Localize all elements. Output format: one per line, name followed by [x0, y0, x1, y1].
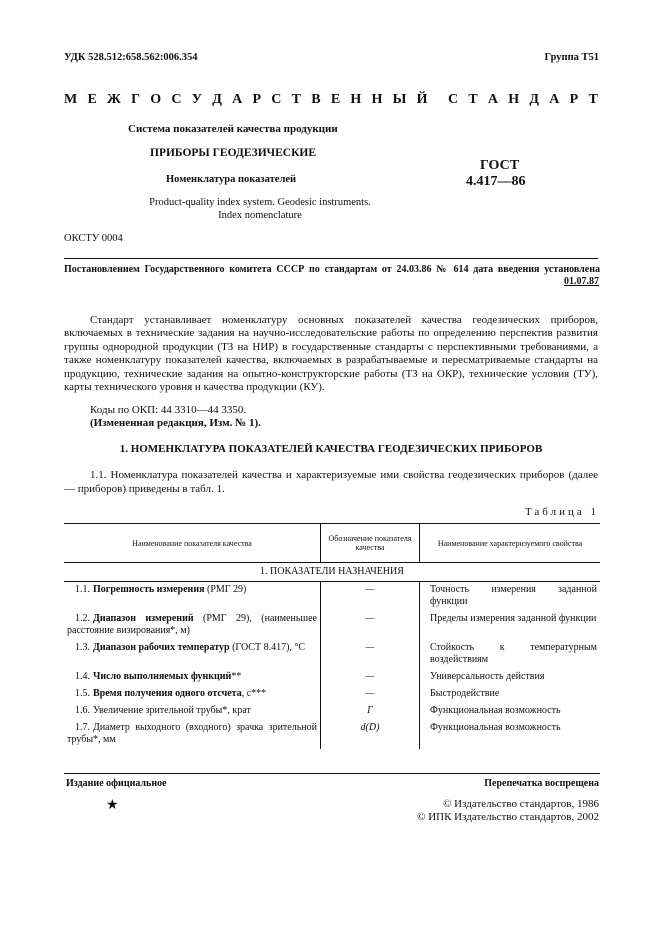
symbol-text: — — [365, 613, 375, 624]
banner-letter: Р — [569, 92, 579, 107]
banner-letter: Р — [252, 92, 262, 107]
indicator-name — [64, 669, 321, 686]
property-name: Функциональная возможность — [430, 705, 561, 716]
symbol-text: d(D) — [360, 722, 380, 733]
property-name: Универсальность действия — [430, 671, 545, 682]
property-name: Пределы измерения заданной функции — [430, 613, 597, 624]
indicator-symbol — [321, 640, 420, 669]
indicator-name-rest: ** — [231, 671, 242, 682]
banner-letter: С — [271, 92, 282, 107]
banner-letter: Д — [212, 92, 222, 107]
indicator-name-rest: (РМГ 29), (наименьшее расстояние визирования*, м) — [67, 613, 317, 636]
indicator-name-bold: Диапазон измерений — [93, 613, 194, 624]
table-row — [64, 720, 600, 749]
decree-date: 01.07.87 — [564, 276, 599, 287]
property-name: Функциональная возможность — [430, 722, 561, 733]
decree-text: Постановлением Государственного комитета СССР по стандартам от 24.03.86 № 614 дата введения установлена — [64, 264, 600, 275]
header-property-name: Наименование характеризуемого свойства — [420, 524, 601, 563]
indicator-name — [64, 703, 321, 720]
section-heading: 1. НОМЕНКЛАТУРА ПОКАЗАТЕЛЕЙ КАЧЕСТВА ГЕОДЕЗИЧЕСКИХ ПРИБОРОВ — [119, 443, 543, 455]
banner-letter: Й — [416, 92, 428, 107]
copyright-2002: © ИПК Издательство стандартов, 2002 — [417, 811, 599, 823]
banner-letter: Г — [131, 92, 141, 107]
table-row — [64, 582, 600, 612]
intro-paragraph: Стандарт устанавливает номенклатуру основных показателей качества геодезических приборов, включаемых в технические задания на научно-исследовательские работы по определению перспектив развития группы однородной продукции (ТЗ на НИР) в государственные стандарты с перспективными требованиями, а также номенклатуру показателей качества, включаемых в разрабатываемые и пересматриваемые стандарты на продукцию, технические задания на опытно-конструкторские работы (ТЗ на ОКР), технические условия (ТУ), карты технического уровня и качества продукции (КУ). — [64, 314, 598, 394]
indicators-table — [64, 523, 600, 749]
indicator-symbol — [321, 703, 420, 720]
table-row — [64, 669, 600, 686]
property-name: Точность измерения заданной функции — [430, 584, 597, 607]
table-row — [64, 640, 600, 669]
okp-codes: Коды по ОКП: 44 3310—44 3350. — [90, 404, 247, 416]
banner-letter: А — [232, 92, 243, 107]
table-row — [64, 686, 600, 703]
banner-letter: С — [447, 92, 459, 107]
banner-letter: Т — [291, 92, 301, 107]
indicator-name-rest: Диаметр выходного (входного) зрачка зрительной трубы*, мм — [67, 722, 317, 745]
footer-divider — [64, 773, 600, 774]
indicator-name-bold: Погрешность измерения — [93, 584, 205, 595]
group-title: 1. ПОКАЗАТЕЛИ НАЗНАЧЕНИЯ — [64, 563, 600, 582]
indicator-name — [64, 720, 321, 749]
symbol-text: — — [365, 688, 375, 699]
banner-letter: Т — [588, 92, 598, 107]
symbol-text: — — [365, 671, 375, 682]
symbol-text: Г — [367, 705, 373, 716]
symbol-text: — — [365, 642, 375, 653]
banner-letter: Ж — [107, 92, 121, 107]
standard-banner — [64, 92, 598, 108]
official-edition: Издание официальное — [66, 778, 167, 789]
indicator-name-rest: Увеличение зрительной трубы*, крат — [93, 705, 251, 716]
property-name: Стойкость к температурным воздействиям — [430, 642, 597, 665]
banner-letter: Ы — [392, 92, 407, 107]
row-number: 1.4. — [75, 671, 90, 682]
indicator-name-rest: (РМГ 29) — [204, 584, 247, 595]
indicator-symbol — [321, 582, 420, 612]
banner-letter: М — [64, 92, 78, 107]
gost-number: 4.417—86 — [466, 174, 526, 189]
indicator-name-bold: Диапазон рабочих температур — [93, 642, 230, 653]
header-indicator-symbol: Обозначение показателя качества — [321, 524, 420, 563]
indicator-symbol — [321, 611, 420, 640]
banner-letter: А — [549, 92, 560, 107]
table-caption: Таблица 1 — [524, 506, 599, 518]
copyright-1986: © Издательство стандартов, 1986 — [443, 798, 599, 810]
row-number: 1.1. — [75, 584, 90, 595]
property-name: Быстродействие — [430, 688, 500, 699]
indicator-name — [64, 611, 321, 640]
group-row — [64, 563, 600, 582]
document-title: ПРИБОРЫ ГЕОДЕЗИЧЕСКИЕ — [150, 147, 317, 159]
divider — [64, 258, 598, 259]
banner-letter: С — [171, 92, 182, 107]
gost-label: ГОСТ — [480, 158, 520, 173]
indicator-symbol — [321, 686, 420, 703]
banner-letter: Д — [529, 92, 540, 107]
symbol-text: — — [365, 584, 375, 595]
banner-letter: О — [150, 92, 162, 107]
indicator-name — [64, 686, 321, 703]
indicator-symbol — [321, 669, 420, 686]
okstu-code: ОКСТУ 0004 — [64, 233, 123, 244]
group-code: Группа Т51 — [544, 52, 599, 63]
banner-letter: Н — [508, 92, 520, 107]
english-title-line2: Index nomenclature — [218, 210, 302, 221]
table-header-row — [64, 524, 600, 563]
system-title: Система показателей качества продукции — [128, 123, 338, 135]
banner-letter: А — [487, 92, 499, 107]
banner-letter: В — [311, 92, 321, 107]
banner-letter: Т — [468, 92, 478, 107]
banner-letter: У — [191, 92, 203, 107]
indicator-name-rest: (ГОСТ 8.417), °С — [229, 642, 306, 653]
indicator-name — [64, 640, 321, 669]
header-indicator-name: Наименование показателя качества — [64, 524, 321, 563]
indicator-name-bold: Время получения одного отсчета — [93, 688, 242, 699]
row-number: 1.7. — [75, 722, 90, 733]
indicator-name-bold: Число выполняемых функций — [93, 671, 232, 682]
banner-letter: Е — [330, 92, 341, 107]
row-number: 1.6. — [75, 705, 90, 716]
english-title-line1: Product-quality index system. Geodesic instruments. — [149, 197, 371, 208]
edition-note: (Измененная редакция, Изм. № 1). — [90, 417, 261, 429]
indicator-symbol — [321, 720, 420, 749]
row-number: 1.2. — [75, 613, 90, 624]
udk-code: УДК 528.512:658.562:006.354 — [64, 52, 198, 63]
table-row — [64, 611, 600, 640]
document-subtitle: Номенклатура показателей — [166, 174, 297, 185]
reprint-prohibited: Перепечатка воспрещена — [484, 778, 599, 789]
banner-letter: Е — [87, 92, 97, 107]
indicator-name-rest: , с*** — [241, 688, 267, 699]
banner-letter: Н — [371, 92, 383, 107]
banner-letter: Н — [350, 92, 362, 107]
indicator-name — [64, 582, 321, 612]
paragraph-1-1: 1.1. Номенклатура показателей качества и характеризуемые ими свойства геодезических приборов (далее — приборов) приведены в табл. 1. — [64, 469, 598, 495]
star-icon: ★ — [106, 798, 119, 813]
table-row — [64, 703, 600, 720]
row-number: 1.3. — [75, 642, 90, 653]
row-number: 1.5. — [75, 688, 90, 699]
